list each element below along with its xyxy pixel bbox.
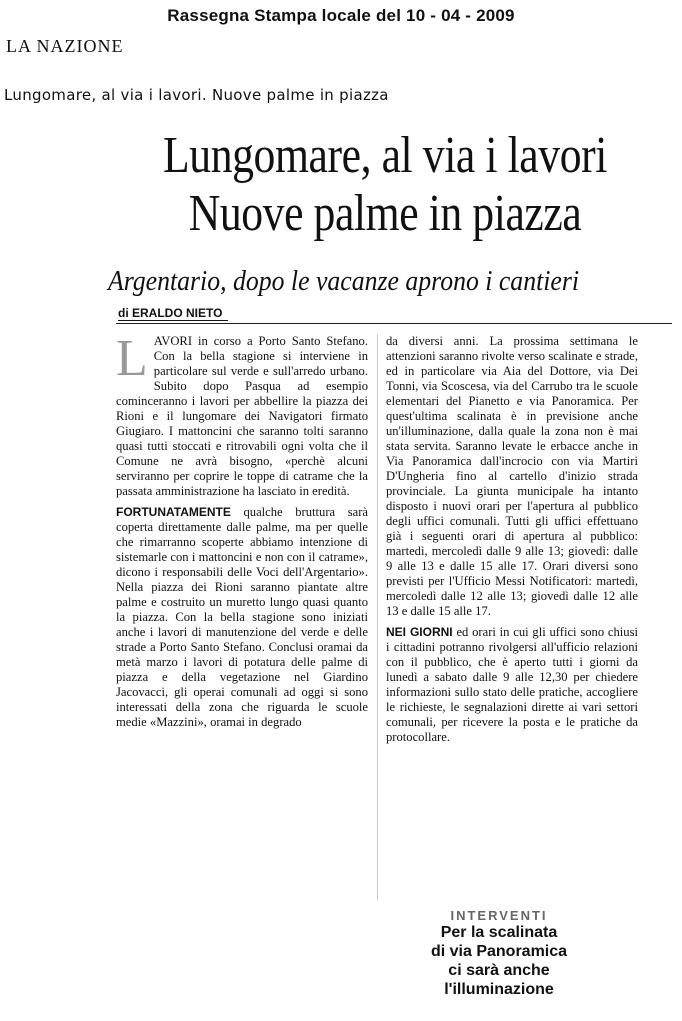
byline-text: di ERALDO NIETO: [118, 306, 228, 321]
headline-line-2: Nuove palme in piazza: [188, 185, 582, 242]
paragraph: [116, 505, 368, 730]
paragraph-text: AVORI in corso a Porto Santo Stefano. Con la bella stagione si interviene in particolare sul verde e sull'arredo urbano. Subito dopo Pasqua ad esempio cominceranno i lavori per abbellire la piazza dei Rioni e il lungomare dei Navigatori firmato Giugiaro. I mattoncini che saranno tolti saranno quasi tutti stoccati e ritrovabili ogni volta che il Comune ne avrà bisogno, «perchè alcuni serviranno per coprire le toppe di catrame che la passata amministrazione ha lasciato in eredità.: [116, 334, 368, 498]
paragraph-text: da diversi anni. La prossima settimana le attenzioni saranno rivolte verso scalinate e strade, ed in particolare via Aia del Dottore, via Dei Tonni, via Scoscesa, via del Carrubo tra le scuole elementari del Pianetto e via Panoramica. Per quest'ultima scalinata è in previsione anche un'illuminazione, dalla quale la zona non è mai stata servita. Saranno levate le erbacce anche in Via Panoramica dall'incrocio con via Martiri D'Ungheria fino al cartello d'inizio strada provinciale. La giunta municipale ha intanto disposto i nuovi orari per l'apertura al pubblico degli uffici comunali. Tutti gli uffici effettuano già i seguenti orari di apertura al pubblico: martedì, mercoledì dalle 9 alle 13; giovedì: dalle 9 alle 13 e dalle 15 alle 17. Orari diversi sono previsti per l'Ufficio Messi Notificatori: martedì, mercoledì dalle 12 alle 13; giovedì dalle 12 alle 13 e dalle 15 alle 17.: [386, 334, 638, 618]
press-review-header: Rassegna Stampa locale del 10 - 04 - 2009: [167, 6, 515, 25]
paragraph: [386, 334, 638, 619]
article-subject: Lungomare, al via i lavori. Nuove palme in piazza: [4, 86, 389, 104]
column-divider: [377, 334, 378, 900]
headline-line-1: Lungomare, al via i lavori: [163, 127, 607, 184]
drop-cap: L: [116, 330, 148, 387]
headline-rule: [116, 323, 672, 324]
paragraph-lead: NEI GIORNI: [386, 625, 453, 639]
box-line: ci sarà anche: [448, 962, 550, 979]
box-line: Per la scalinata: [440, 924, 558, 941]
paragraph: [386, 625, 638, 745]
box-kicker: INTERVENTI: [450, 908, 548, 923]
article-column-2: [386, 334, 638, 751]
byline: [118, 306, 228, 320]
highlight-box: [420, 908, 578, 999]
box-line: l'illuminazione: [444, 981, 554, 998]
paragraph: [116, 330, 368, 499]
paragraph-text: ed orari in cui gli uffici sono chiusi i cittadini potranno rivolgersi all'ufficio relazioni con il pubblico, che è aperto tutti i giorni da lunedì a sabato dalle 9 alle 12,30 per chiedere informazioni sullo stato delle pratiche, accogliere le richieste, le segnalazioni dirette ai vari settori comunali, per ricevere la posta e le pratiche da protocollare.: [386, 625, 638, 744]
article-column-1: [116, 330, 368, 736]
paragraph-text: qualche bruttura sarà coperta direttamente dalle palme, ma per quelle che rimarranno scoperte abbiamo intenzione di sistemarle con i mattoncini e non con il catrame», dicono i responsabili delle Voci dell'Argentario». Nella piazza dei Rioni saranno piantate altre palme e costruito un muretto lungo quasi quanto la piazza. Con la bella stagione sono iniziati anche i lavori di manutenzione del verde e delle strade a Porto Santo Stefano. Conclusi oramai da metà marzo i lavori di potatura delle palme di piazza e della vegetazione nel Giardino Jacovacci, gli operai comunali ad oggi si sono interessati della zona che riguarda le scuole medie «Mazzini», oramai in degrado: [116, 505, 368, 729]
paragraph-lead: FORTUNATAMENTE: [116, 505, 231, 519]
box-line: di via Panoramica: [430, 943, 568, 960]
newspaper-name: LA NAZIONE: [6, 36, 124, 56]
subheadline: Argentario, dopo le vacanze aprono i cantieri: [108, 266, 580, 297]
